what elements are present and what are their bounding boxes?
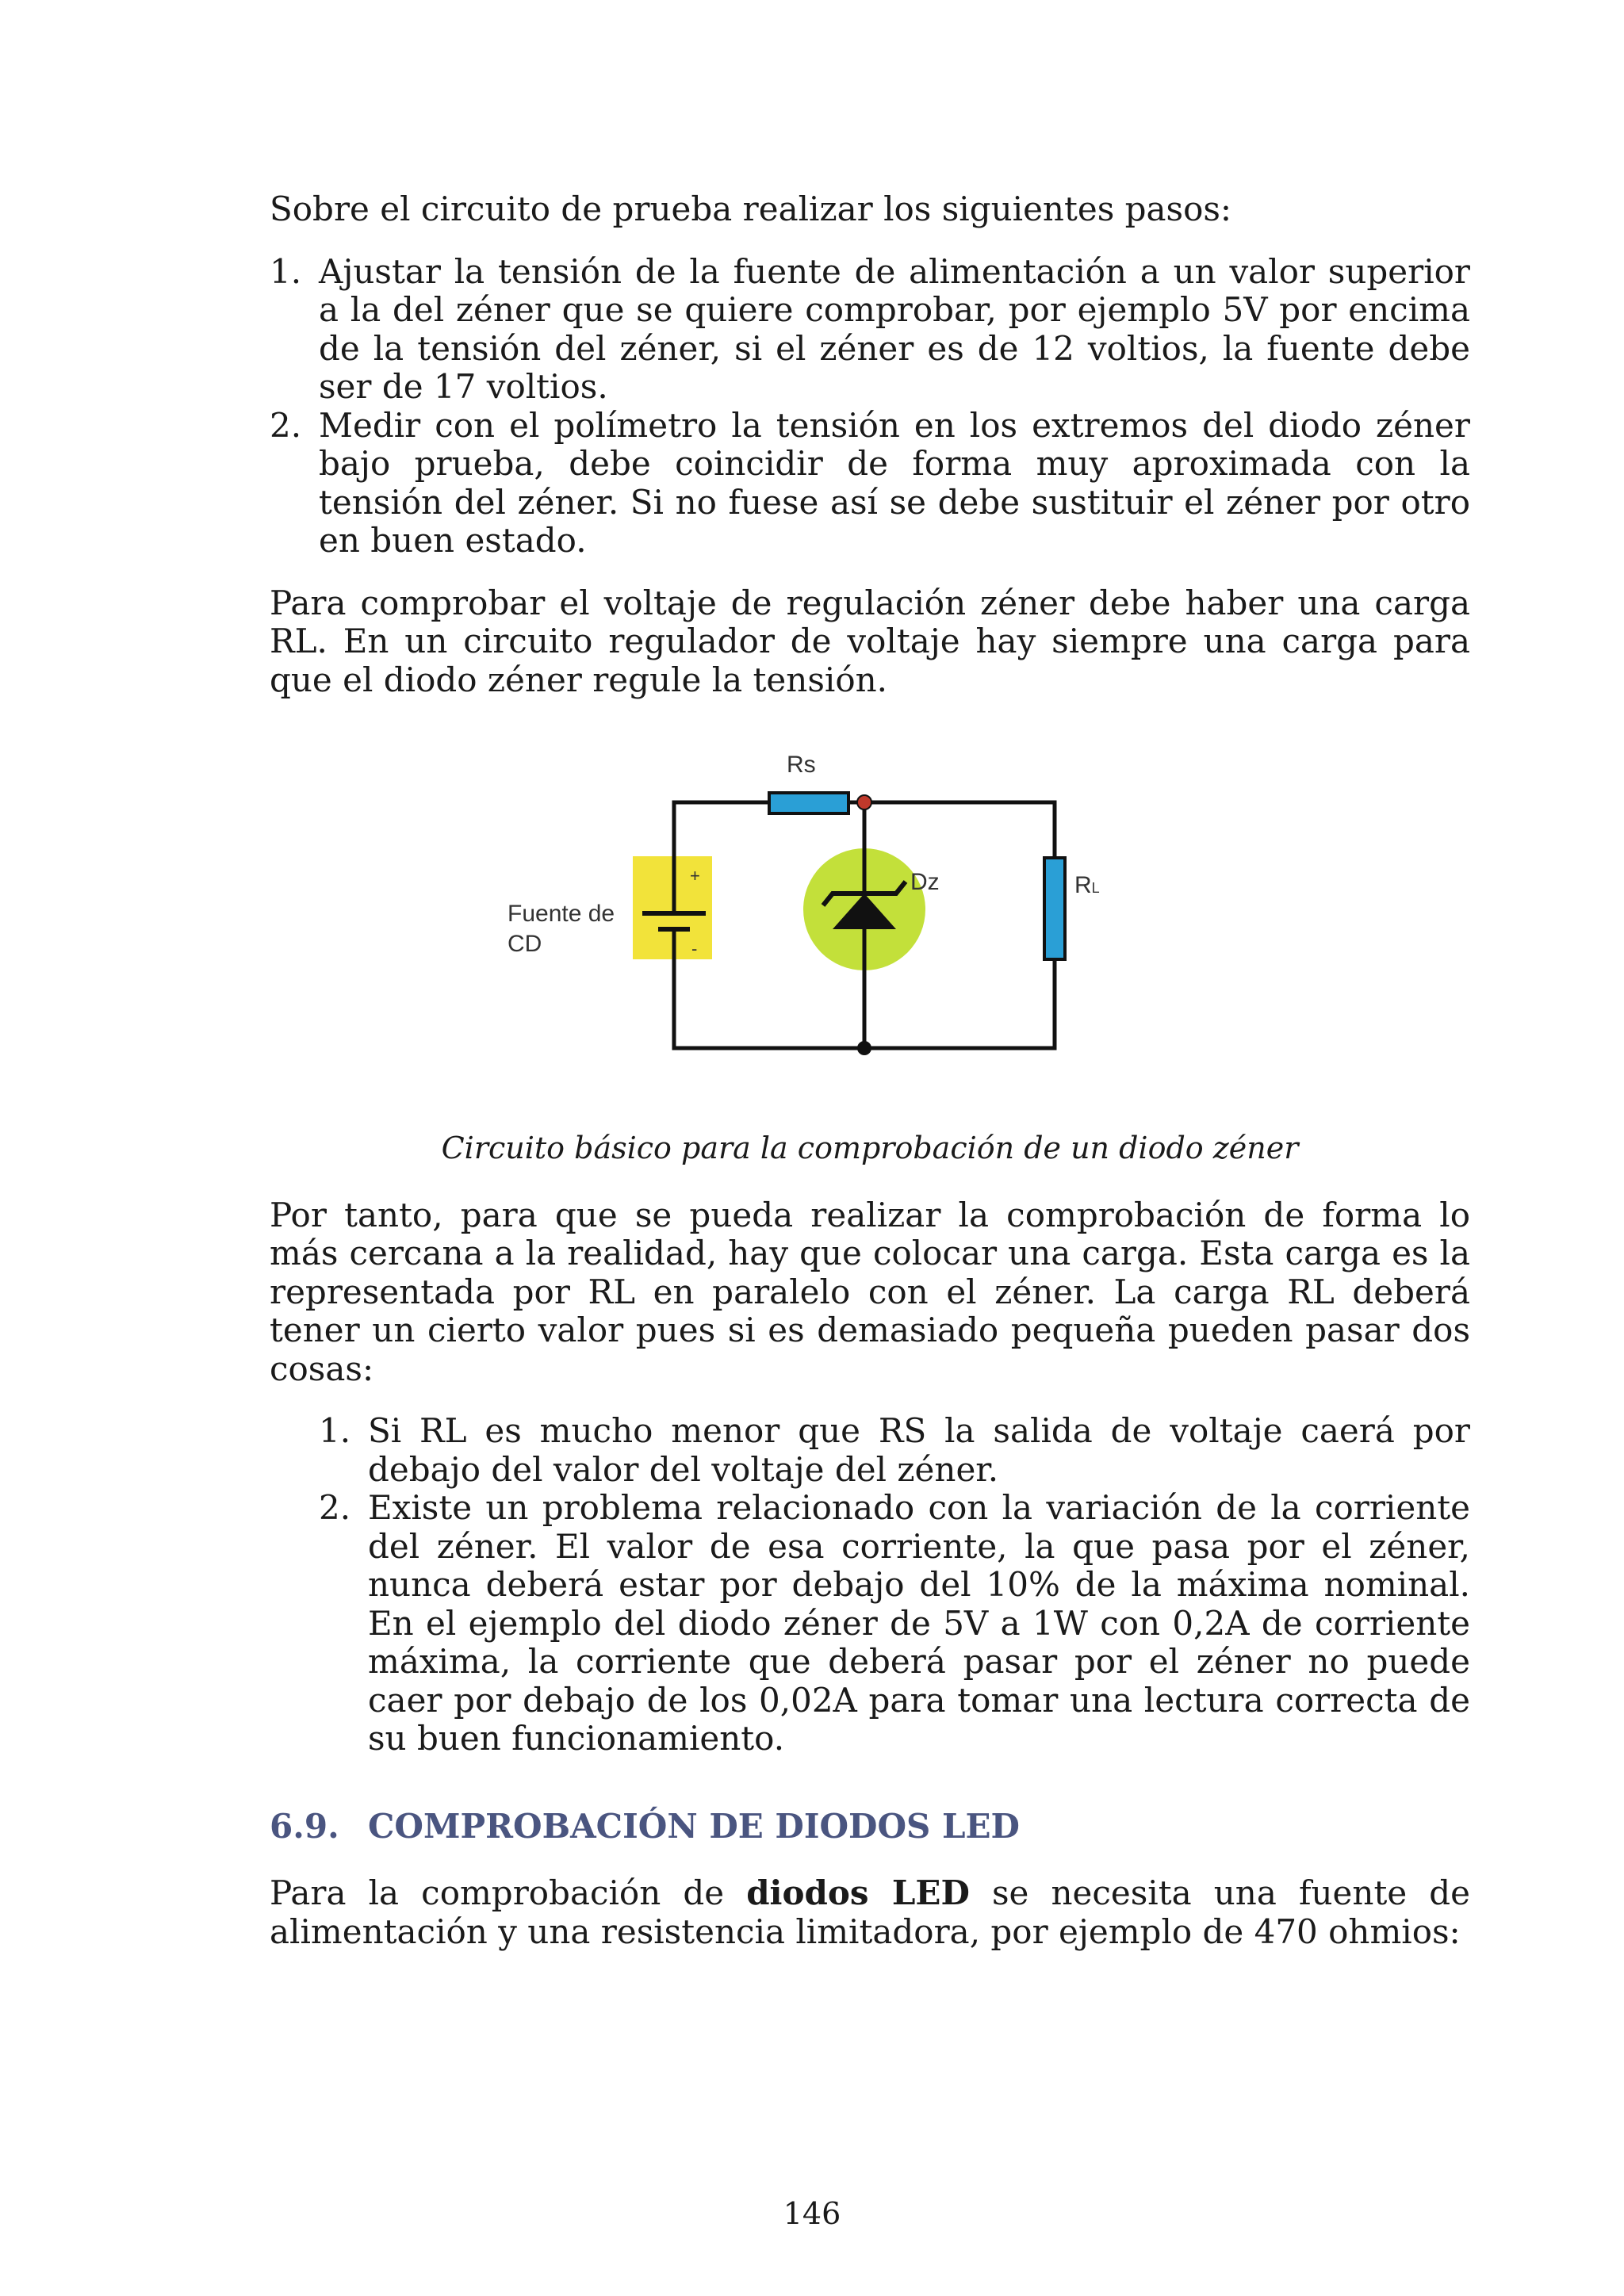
page-content <box>270 190 1470 1951</box>
list-text: Si RL es mucho menor que RS la salida de voltaje caerá por debajo del valor del voltaje del zéner. <box>368 1411 1470 1489</box>
zener-test-circuit-diagram <box>508 739 1269 1112</box>
section-title: COMPROBACIÓN DE DIODOS LED <box>368 1806 1020 1846</box>
rl-resistor <box>1044 858 1065 959</box>
page-number: 146 <box>783 2196 841 2231</box>
dz-label: Dz <box>910 869 940 895</box>
paragraph-led <box>270 1874 1470 1951</box>
list-item <box>319 1411 1470 1489</box>
source-label-line2: CD <box>508 931 542 957</box>
list-number: 2. <box>270 405 302 445</box>
list-item <box>270 405 1470 561</box>
rl-label-sub: L <box>1091 880 1100 896</box>
battery-minus-label: - <box>691 939 698 959</box>
figure-caption: Circuito básico para la comprobación de un diodo zéner <box>441 1131 1299 1165</box>
paragraph-load: Por tanto, para que se pueda realizar la comprobación de forma lo más cercana a la realidad, hay que colocar una carga. Esta carga es la representada por RL en paralelo con el zéner. La carga RL deberá tener un cierto valor pues si es demasiado pequeña pueden pasar dos cosas: <box>270 1195 1470 1388</box>
source-label-line1: Fuente de <box>508 901 615 927</box>
intro-paragraph: Sobre el circuito de prueba realizar los siguientes pasos: <box>270 189 1232 228</box>
list-item <box>270 251 1470 407</box>
rl-label <box>1074 872 1100 898</box>
list-text: Existe un problema relacionado con la variación de la corriente del zéner. El valor de esa corriente, la que pasa por el zéner, nunca deberá estar por debajo del 10% de la máxima nominal. En el ejemplo del diodo zéner de 5V a 1W con 0,2A de corriente máxima, la corriente que deberá pasar por el zéner no puede caer por debajo de los 0,02A para tomar una lectura correcta de su buen funcionamiento. <box>368 1488 1470 1758</box>
section-number: 6.9. <box>270 1806 339 1846</box>
top-junction-dot <box>857 795 871 809</box>
led-text-after: se necesita una fuente de alimentación y una resistencia limitadora, por ejemplo de 470 ohmios: <box>270 1873 1471 1951</box>
paragraph-rl-load: Para comprobar el voltaje de regulación zéner debe haber una carga RL. En un circuito regulador de voltaje hay siempre una carga para que el diodo zéner regule la tensión. <box>270 583 1470 699</box>
rs-resistor <box>769 793 848 813</box>
rs-label: Rs <box>787 752 816 778</box>
bottom-junction-dot <box>857 1041 871 1055</box>
battery-plus-label: + <box>690 866 700 886</box>
circuit-figure <box>270 739 1470 1112</box>
list-item <box>319 1488 1470 1758</box>
list-number: 1. <box>319 1411 351 1450</box>
led-text-bold: diodos LED <box>746 1873 970 1912</box>
list-text: Medir con el polímetro la tensión en los extremos del diodo zéner bajo prueba, debe coincidir de forma muy aproximada con la tensión del zéner. Si no fuese así se debe sustituir el zéner por otro en buen estado. <box>319 405 1470 560</box>
rl-label-main: R <box>1074 872 1092 898</box>
section-heading <box>270 1808 1470 1846</box>
led-text-before: Para la comprobación de <box>270 1873 747 1912</box>
list-text: Ajustar la tensión de la fuente de alimentación a un valor superior a la del zéner que se quiere comprobar, por ejemplo 5V por encima de la tensión del zéner, si el zéner es de 12 voltios, la fuente debe ser de 17 voltios. <box>319 251 1470 406</box>
steps-list <box>270 253 1470 561</box>
list-number: 1. <box>270 251 302 291</box>
cases-list <box>270 1412 1470 1758</box>
list-number: 2. <box>319 1488 351 1527</box>
